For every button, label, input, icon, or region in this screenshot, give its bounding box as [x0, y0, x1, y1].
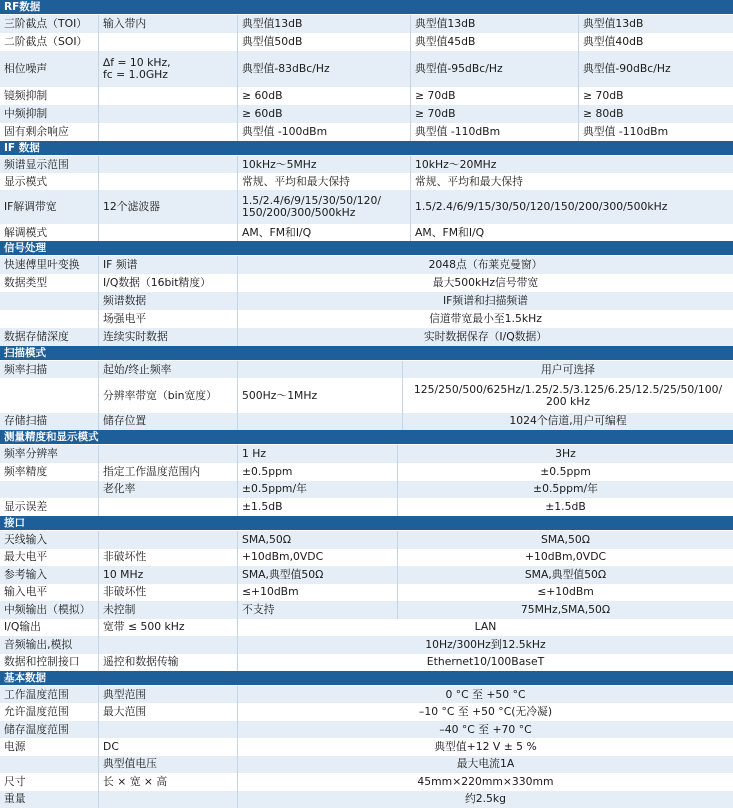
param-condition	[98, 173, 237, 190]
param-value: ≥ 70dB	[410, 105, 578, 123]
param-value: 典型值13dB	[578, 15, 733, 33]
table-row	[0, 256, 733, 274]
param-name	[0, 756, 98, 773]
table-row	[0, 51, 733, 87]
param-value: 典型值 -100dBm	[237, 123, 410, 141]
param-value: SMA,50Ω	[397, 531, 733, 549]
param-condition: IF 频谱	[98, 256, 237, 274]
param-name: 最大电平	[4, 550, 48, 564]
table-row	[0, 738, 733, 755]
param-value: SMA,典型值50Ω	[397, 566, 733, 584]
param-condition: 典型值电压	[98, 756, 237, 773]
param-value: 典型值 -110dBm	[410, 123, 578, 141]
param-value: ≥ 70dB	[578, 87, 733, 105]
param-value: IF频谱和扫描频谱	[237, 292, 733, 310]
param-value: ≤+10dBm	[237, 584, 397, 602]
param-condition: 典型范围	[98, 686, 237, 703]
section-header	[0, 516, 733, 530]
param-value: –40 °C 至 +70 °C	[237, 721, 733, 738]
param-value: ≥ 60dB	[237, 105, 410, 123]
param-value: LAN	[237, 619, 733, 637]
param-condition: 储存位置	[98, 413, 237, 430]
param-name: 数据和控制接口	[4, 655, 80, 669]
table-row	[0, 463, 733, 481]
param-condition	[98, 445, 237, 463]
table-row	[0, 773, 733, 790]
param-value: ±0.5ppm/年	[237, 481, 397, 499]
param-condition	[98, 105, 237, 123]
table-row	[0, 156, 733, 173]
param-condition	[98, 721, 237, 738]
param-value	[237, 413, 402, 430]
section-header	[0, 141, 733, 155]
param-value: 典型值-90dBc/Hz	[578, 51, 733, 87]
param-name: 频率分辨率	[4, 446, 58, 460]
table-row	[0, 445, 733, 463]
param-value: 约2.5kg	[237, 791, 733, 808]
section-title: 信号处理	[4, 242, 46, 254]
param-value: 10kHz～5MHz	[237, 156, 410, 173]
param-name: 频率扫描	[4, 362, 48, 376]
param-name: 相位噪声	[4, 62, 48, 75]
table-row	[0, 654, 733, 672]
param-value: 1.5/2.4/6/9/15/30/50/120/150/200/300/500kHz	[410, 190, 733, 224]
section-header	[0, 430, 733, 444]
param-condition: 场强电平	[98, 310, 237, 328]
param-value: 最大电流1A	[237, 756, 733, 773]
param-condition: 频谱数据	[98, 292, 237, 310]
param-value: AM、FM和I/Q	[410, 224, 733, 241]
param-name: 二阶截点（SOI）	[4, 35, 88, 48]
param-value: SMA,50Ω	[237, 531, 397, 549]
param-value: 45mm×220mm×330mm	[237, 773, 733, 790]
section-title: IF 数据	[4, 142, 40, 154]
param-name: 天线输入	[4, 532, 48, 546]
table-row	[0, 566, 733, 584]
param-value: 不支持	[237, 601, 397, 619]
param-name: 重量	[4, 792, 26, 806]
param-value: 典型值-83dBc/Hz	[237, 51, 410, 87]
param-name: 工作温度范围	[4, 687, 69, 701]
param-value: 典型值+12 V ± 5 %	[237, 738, 733, 755]
section-header	[0, 0, 733, 14]
param-condition: 遥控和数据传输	[98, 654, 237, 672]
table-row	[0, 224, 733, 241]
param-name: 快速傅里叶变换	[4, 258, 80, 271]
param-name: 频谱显示范围	[4, 157, 69, 171]
table-row	[0, 601, 733, 619]
param-condition: 长 × 宽 × 高	[98, 773, 237, 790]
param-name: 镜频抑制	[4, 89, 48, 102]
param-value: ≤+10dBm	[397, 584, 733, 602]
param-value: 典型值50dB	[237, 33, 410, 51]
table-row	[0, 361, 733, 378]
param-condition	[98, 33, 237, 51]
param-condition: 非破坏性	[98, 549, 237, 567]
table-row	[0, 686, 733, 703]
param-value: 1.5/2.4/6/9/15/30/50/120/ 150/200/300/500kHz	[237, 190, 410, 224]
param-condition: 12个滤波器	[98, 190, 237, 224]
param-condition: DC	[98, 738, 237, 755]
param-name: 参考输入	[4, 567, 48, 581]
param-value: 3Hz	[397, 445, 733, 463]
param-value: +10dBm,0VDC	[397, 549, 733, 567]
param-value: 75MHz,SMA,50Ω	[397, 601, 733, 619]
param-condition: I/Q数据（16bit精度）	[98, 274, 237, 292]
param-value: 常规、平均和最大保持	[410, 173, 733, 190]
section-title: 扫描模式	[4, 347, 46, 359]
param-name: 允许温度范围	[4, 705, 69, 719]
table-row	[0, 636, 733, 654]
param-name: 显示误差	[4, 500, 48, 514]
param-value: ±1.5dB	[397, 498, 733, 516]
param-condition: 起始/终止频率	[98, 361, 237, 378]
param-value: 10Hz/300Hz到12.5kHz	[237, 636, 733, 654]
param-name: 电源	[4, 739, 26, 753]
param-value: SMA,典型值50Ω	[237, 566, 397, 584]
param-condition: 非破坏性	[98, 584, 237, 602]
param-condition: 连续实时数据	[98, 328, 237, 346]
param-value: 实时数据保存（I/Q数据）	[237, 328, 733, 346]
param-name: 存储扫描	[4, 414, 48, 428]
table-row	[0, 274, 733, 292]
param-value: 信道带宽最小至1.5kHz	[237, 310, 733, 328]
section-title: 测量精度和显示模式	[4, 431, 99, 443]
param-value: –10 °C 至 +50 °C(无冷凝)	[237, 703, 733, 720]
section-title: RF数据	[4, 1, 41, 13]
param-value: 1024个信道,用户可编程	[402, 413, 733, 430]
table-row	[0, 756, 733, 773]
param-name: 储存温度范围	[4, 722, 69, 736]
param-value: 常规、平均和最大保持	[237, 173, 410, 190]
param-name	[0, 378, 98, 413]
table-row	[0, 33, 733, 51]
param-name: 固有剩余响应	[4, 125, 69, 138]
param-value: 125/250/500/625Hz/1.25/2.5/3.125/6.25/12.5/25/50/100/ 200 kHz	[402, 378, 733, 413]
param-value: 典型值40dB	[578, 33, 733, 51]
param-condition	[98, 156, 237, 173]
param-value: ±0.5ppm/年	[397, 481, 733, 499]
param-value: 10kHz～20MHz	[410, 156, 733, 173]
param-name	[0, 481, 98, 499]
param-condition	[98, 791, 237, 808]
param-value: 0 °C 至 +50 °C	[237, 686, 733, 703]
param-value: ±0.5ppm	[397, 463, 733, 481]
param-condition	[98, 498, 237, 516]
table-row	[0, 703, 733, 720]
param-value: ±0.5ppm	[237, 463, 397, 481]
table-row	[0, 190, 733, 224]
param-condition: 最大范围	[98, 703, 237, 720]
param-condition: 10 MHz	[98, 566, 237, 584]
param-value: ≥ 80dB	[578, 105, 733, 123]
table-row	[0, 123, 733, 141]
param-name: 音频输出,模拟	[4, 637, 73, 651]
table-row	[0, 584, 733, 602]
param-value	[237, 361, 402, 378]
param-condition: ∆f = 10 kHz, fc = 1.0GHz	[98, 51, 237, 87]
param-value: Ethernet10/100BaseT	[237, 654, 733, 672]
param-value: ≥ 70dB	[410, 87, 578, 105]
param-value: +10dBm,0VDC	[237, 549, 397, 567]
table-row	[0, 173, 733, 190]
param-value: 典型值13dB	[410, 15, 578, 33]
section-title: 基本数据	[4, 672, 46, 684]
param-value: 典型值 -110dBm	[578, 123, 733, 141]
table-row	[0, 721, 733, 738]
section-header	[0, 671, 733, 685]
param-name: 数据类型	[4, 276, 48, 289]
table-row	[0, 791, 733, 808]
param-name: 解调模式	[4, 225, 48, 239]
param-name: 三阶截点（TOI）	[4, 17, 88, 30]
param-value: 500Hz～1MHz	[237, 378, 402, 413]
table-row	[0, 292, 733, 310]
param-name: 尺寸	[4, 774, 26, 788]
table-row	[0, 413, 733, 430]
param-value: AM、FM和I/Q	[237, 224, 410, 241]
table-row	[0, 328, 733, 346]
table-row	[0, 310, 733, 328]
section-header	[0, 346, 733, 360]
param-name: IF解调带宽	[4, 200, 57, 213]
param-name: 显示模式	[4, 174, 48, 188]
param-name: 数据存储深度	[4, 330, 69, 343]
table-row	[0, 531, 733, 549]
param-condition: 宽带 ≤ 500 kHz	[98, 619, 237, 637]
table-row	[0, 619, 733, 637]
param-value: 用户可选择	[402, 361, 733, 378]
param-condition: 输入带内	[98, 15, 237, 33]
param-condition	[98, 636, 237, 654]
table-row	[0, 15, 733, 33]
param-name	[0, 310, 98, 328]
param-value: 2048点（布莱克曼窗）	[237, 256, 733, 274]
param-value: ±1.5dB	[237, 498, 397, 516]
section-header	[0, 241, 733, 255]
param-condition	[98, 531, 237, 549]
param-condition: 老化率	[98, 481, 237, 499]
param-name: 中频输出（模拟）	[4, 602, 91, 616]
table-row	[0, 549, 733, 567]
param-condition	[98, 87, 237, 105]
param-name: I/Q输出	[4, 620, 41, 634]
param-value: 典型值45dB	[410, 33, 578, 51]
table-row	[0, 481, 733, 499]
table-row	[0, 378, 733, 413]
param-condition: 分辨率带宽（bin宽度）	[98, 378, 237, 413]
param-value: 1 Hz	[237, 445, 397, 463]
table-row	[0, 105, 733, 123]
param-name: 频率精度	[4, 464, 48, 478]
param-value: ≥ 60dB	[237, 87, 410, 105]
param-condition: 指定工作温度范围内	[98, 463, 237, 481]
param-name: 输入电平	[4, 585, 48, 599]
param-value: 典型值-95dBc/Hz	[410, 51, 578, 87]
param-name	[0, 292, 98, 310]
param-condition	[98, 224, 237, 241]
param-condition	[98, 123, 237, 141]
table-row	[0, 87, 733, 105]
param-value: 最大500kHz信号带宽	[237, 274, 733, 292]
param-value: 典型值13dB	[237, 15, 410, 33]
table-row	[0, 498, 733, 516]
param-name: 中频抑制	[4, 107, 48, 120]
param-condition: 未控制	[98, 601, 237, 619]
section-title: 接口	[4, 517, 25, 529]
